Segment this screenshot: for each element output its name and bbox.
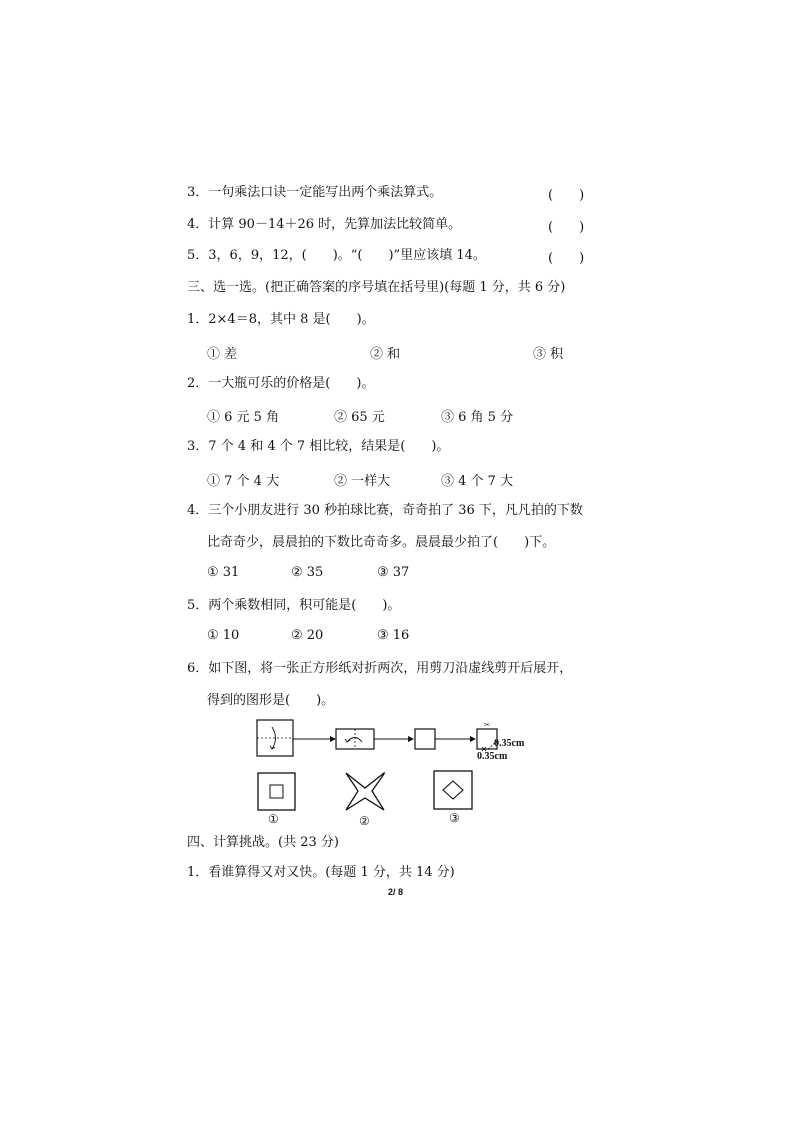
choice-q4-option-3: ③ 37 (377, 565, 410, 580)
measure-label-2: 0.35cm (477, 751, 508, 762)
answer-shape-2 (346, 773, 384, 810)
measure-label-1: 0.35cm (494, 738, 525, 749)
answer-paren-3[interactable]: ( ) (548, 188, 585, 203)
choice-q2-option-3: ③ 6 角 5 分 (441, 410, 514, 425)
section-heading-choice: 三、选一选。(把正确答案的序号填在括号里)(每题 1 分，共 6 分) (187, 280, 566, 295)
answer-paren-4[interactable]: ( ) (548, 220, 585, 235)
choice-q2-stem: 2．一大瓶可乐的价格是( )。 (187, 376, 375, 391)
page-number: 2/ 8 (388, 887, 404, 897)
choice-q1-option-2: ② 和 (370, 347, 401, 362)
choice-q3-option-3: ③ 4 个 7 大 (441, 474, 514, 489)
answer-paren-5[interactable]: ( ) (548, 251, 585, 266)
choice-q3-stem: 3．7 个 4 和 4 个 7 相比较，结果是( )。 (187, 439, 450, 454)
answer-shape-label-2: ② (359, 814, 370, 825)
choice-q5-stem: 5．两个乘数相同，积可能是( )。 (187, 598, 401, 613)
choice-q2-option-1: ① 6 元 5 角 (207, 410, 280, 425)
judge-item-3: 3．一句乘法口诀一定能写出两个乘法算式。 (187, 185, 443, 200)
choice-q3-option-2: ② 一样大 (334, 474, 391, 489)
choice-q6-stem-line2: 得到的图形是( )。 (207, 693, 335, 708)
choice-q4-option-2: ② 35 (291, 565, 324, 580)
section-heading-calc: 四、计算挑战。(共 23 分) (187, 835, 339, 850)
folding-diagram (250, 715, 530, 825)
answer-shape-1 (258, 773, 295, 810)
choice-q5-option-2: ② 20 (291, 628, 324, 643)
judge-item-4: 4．计算 90－14＋26 时，先算加法比较简单。 (187, 217, 462, 232)
choice-q5-option-1: ① 10 (207, 628, 240, 643)
choice-q6-stem-line1: 6．如下图，将一张正方形纸对折两次，用剪刀沿虚线剪开后展开， (187, 661, 573, 676)
judge-item-5: 5．3，6，9，12，( )。“( )”里应该填 14。 (187, 248, 486, 263)
choice-q1-option-3: ③ 积 (533, 347, 564, 362)
choice-q4-option-1: ① 31 (207, 565, 240, 580)
choice-q1-stem: 1．2×4＝8，其中 8 是( )。 (187, 312, 375, 327)
answer-shape-label-1: ① (268, 812, 279, 825)
fold-step-1-square (257, 720, 293, 756)
answer-shape-3 (434, 771, 472, 809)
fold-step-2-rectangle (336, 729, 374, 749)
choice-q1-option-1: ① 差 (207, 347, 238, 362)
choice-q4-stem-line1: 4．三个小朋友进行 30 秒拍球比赛，奇奇拍了 36 下，凡凡拍的下数 (187, 503, 583, 518)
choice-q5-option-3: ③ 16 (377, 628, 410, 643)
calc-q1-stem: 1．看谁算得又对又快。(每题 1 分，共 14 分) (187, 865, 455, 880)
fold-step-3-square (415, 729, 435, 749)
choice-q3-option-1: ① 7 个 4 大 (207, 474, 280, 489)
answer-shape-label-3: ③ (449, 811, 460, 825)
scissors-icon: ✂ (484, 721, 490, 729)
choice-q4-stem-line2: 比奇奇少，晨晨拍的下数比奇奇多。晨晨最少拍了( )下。 (207, 535, 556, 550)
choice-q2-option-2: ② 65 元 (334, 410, 385, 425)
